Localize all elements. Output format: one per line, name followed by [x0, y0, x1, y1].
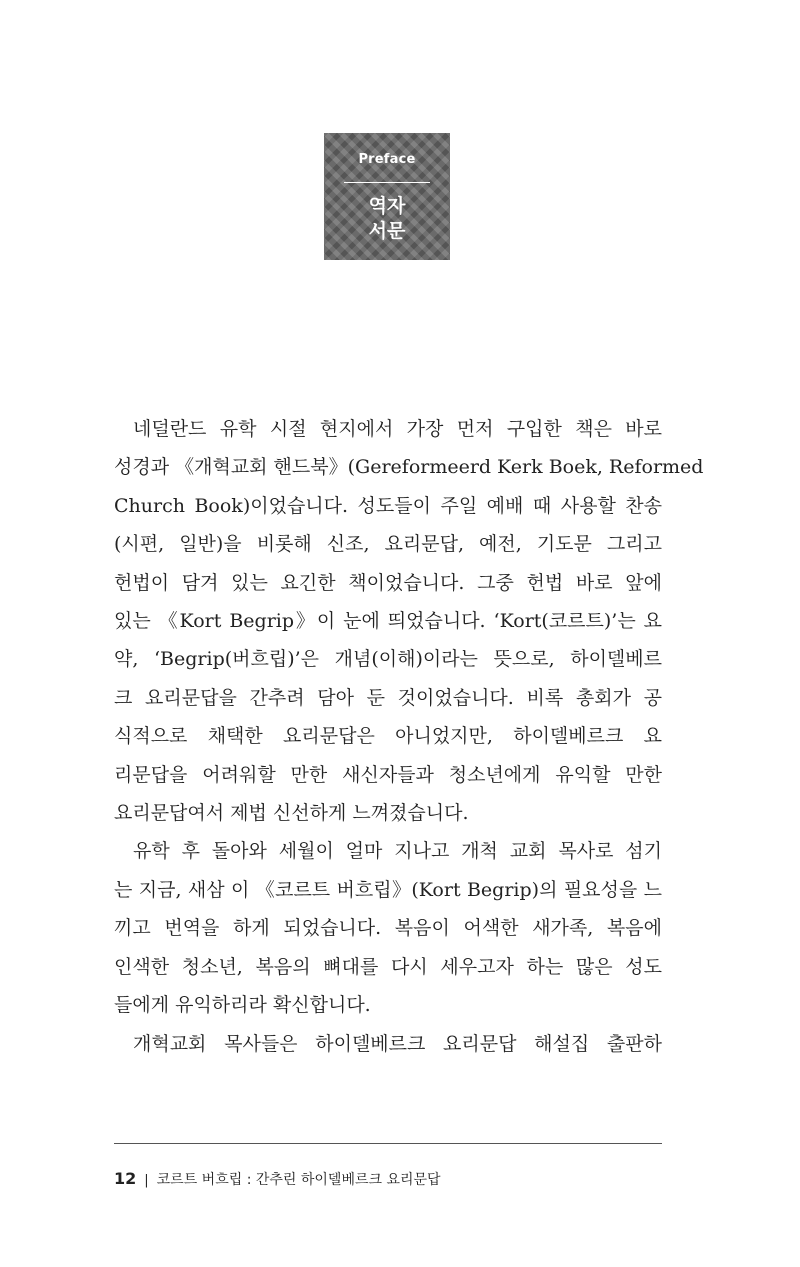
- text-line: 있는 《Kort Begrip》이 눈에 띄었습니다. ‘Kort(코르트)’는 요: [114, 610, 662, 633]
- text-line: 들에게 유익하리라 확신합니다.: [114, 994, 371, 1017]
- text-line: Church Book)이었습니다. 성도들이 주일 예배 때 사용할 찬송: [114, 494, 662, 517]
- text-line: 성경과 《개혁교회 핸드북》(Gereformeerd Kerk Boek, Reformed: [114, 456, 704, 479]
- text-line: 약, ‘Begrip(버흐립)’은 개념(이해)이라는 뜻으로, 하이델베르: [114, 648, 662, 671]
- section-title-line-2: 서문: [368, 220, 406, 242]
- footer-separator: |: [144, 1173, 149, 1188]
- text-line: 리문답을 어려워할 만한 새신자들과 청소년에게 유익할 만한: [114, 763, 662, 786]
- text-line: 식적으로 채택한 요리문답은 아니었지만, 하이델베르크 요: [114, 725, 662, 748]
- text-line: 끼고 번역을 하게 되었습니다. 복음이 어색한 새가족, 복음에: [114, 917, 662, 940]
- paragraph-3: [114, 1025, 662, 1063]
- text-line: 유학 후 돌아와 세월이 얼마 지나고 개척 교회 목사로 섬기: [133, 840, 662, 863]
- page-footer: [114, 1169, 441, 1189]
- text-line: 헌법이 담겨 있는 요긴한 책이었습니다. 그중 헌법 바로 앞에: [114, 571, 662, 594]
- badge-divider: [344, 182, 430, 183]
- footer-divider: [114, 1143, 662, 1144]
- text-line: 크 요리문답을 간추려 담아 둔 것이었습니다. 비록 총회가 공: [114, 686, 662, 709]
- text-line: (시편, 일반)을 비롯해 신조, 요리문답, 예전, 기도문 그리고: [114, 533, 662, 556]
- text-line: 개혁교회 목사들은 하이델베르크 요리문답 해설집 출판하: [133, 1032, 662, 1055]
- text-line: 는 지금, 새삼 이 《코르트 버흐립》(Kort Begrip)의 필요성을 느: [114, 878, 662, 901]
- paragraph-2: [114, 832, 662, 1024]
- text-line: 네덜란드 유학 시절 현지에서 가장 먼저 구입한 책은 바로: [133, 418, 662, 440]
- section-title-line-1: 역자: [368, 195, 406, 217]
- running-title: 코르트 버흐립 : 간추린 하이델베르크 요리문답: [156, 1172, 441, 1188]
- preface-badge: [324, 133, 450, 260]
- preface-label: Preface: [358, 152, 416, 167]
- section-title: [324, 194, 450, 244]
- body-text: [114, 410, 704, 1063]
- paragraph-1: [114, 410, 704, 832]
- text-line: 인색한 청소년, 복음의 뼈대를 다시 세우고자 하는 많은 성도: [114, 955, 662, 978]
- page-number: 12: [114, 1169, 137, 1188]
- text-line: 요리문답여서 제법 신선하게 느껴졌습니다.: [114, 802, 469, 825]
